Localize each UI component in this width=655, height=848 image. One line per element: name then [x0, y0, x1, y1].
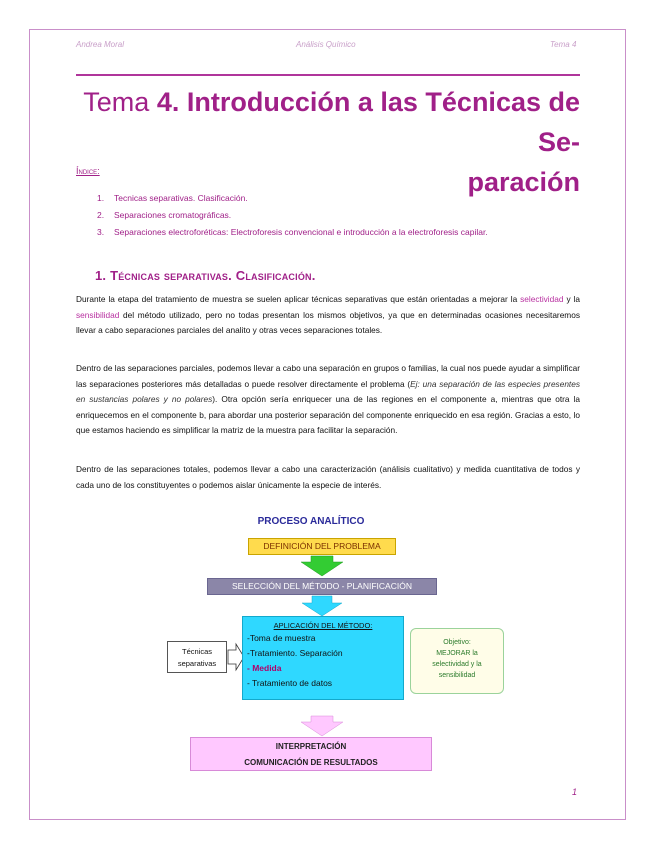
toc-number: 3. [97, 227, 105, 237]
header-author: Andrea Moral [76, 40, 125, 49]
objective-line: sensibilidad [438, 672, 476, 679]
p1-text-c: del método utilizado, pero no todas presentan los mismos objetivos, ya que en determinadas ocasiones necesitaremos llevar a cabo separaciones parciales del analito y otras veces separaciones totales. [76, 309, 580, 335]
objective-line: selectividad y la [432, 661, 482, 668]
step-seleccion: SELECCIÓN DEL MÉTODO - PLANIFICACIÓN [207, 578, 437, 595]
section-heading [95, 268, 316, 283]
aplicacion-item: -Toma de muestra [247, 633, 316, 643]
title-line1: Introducción a las Técnicas de Se- [186, 87, 580, 157]
header-subject: Análisis Químico [296, 40, 356, 49]
section-number: 1. [95, 268, 107, 283]
index-label: Índice: [76, 166, 100, 176]
title-pre: Tema [83, 87, 150, 117]
diagram-title: PROCESO ANALÍTICO [257, 516, 365, 527]
objective-line: Objetivo: [443, 639, 471, 646]
aplicacion-item: - Medida [247, 663, 282, 673]
interpretacion-line: INTERPRETACIÓN [275, 742, 347, 751]
table-of-contents [97, 190, 488, 241]
title-rule [76, 74, 580, 76]
paragraph-3: Dentro de las separaciones totales, podemos llevar a cabo una caracterización (análisis cualitativo) y medida cuantitativa de todos y cada uno de los constituyentes o podemos aislar únicamente la especie de interés. [76, 464, 580, 490]
toc-item[interactable] [97, 190, 488, 207]
objective-line: MEJORAR la [436, 650, 478, 657]
highlight-selectividad: selectividad [520, 294, 564, 304]
objective-box [410, 628, 504, 694]
highlight-sensibilidad: sensibilidad [76, 309, 120, 320]
title-number: 4. [156, 87, 180, 117]
toc-number: 1. [97, 193, 105, 203]
step-definicion: DEFINICIÓN DEL PROBLEMA [248, 538, 396, 555]
aplicacion-heading: APLICACIÓN DEL MÉTODO: [273, 621, 373, 630]
step-interpretacion [190, 737, 432, 771]
toc-text: Separaciones cromatográficas. [114, 210, 232, 220]
comunicacion-line: COMUNICACIÓN DE RESULTADOS [244, 758, 378, 767]
header-topic: Tema 4 [550, 40, 577, 49]
toc-text: Tecnicas separativas. Clasificación. [114, 193, 248, 203]
p2-text-a: Dentro de las separaciones parciales, podemos llevar a cabo una separación en grupos o familias, la cual nos puede ayudar a simplificar las separaciones posteriores más detalladas o puede resolver directamente el problema ( [76, 363, 580, 389]
paragraph-1 [76, 292, 580, 339]
aplicacion-item: -Tratamiento. Separación [247, 648, 343, 658]
tecnicas-box [167, 641, 227, 673]
toc-number: 2. [97, 210, 105, 220]
page-title [76, 82, 580, 202]
paragraph-2 [76, 361, 580, 439]
p2-text-b: ). Otra opción sería enriquecer una de las regiones en el componente a, mientras que otra la enriquecemos en el componente b, para abordar una posterior separación del componente enriquecido en esa región. Gracias a esto, lo que estamos haciendo es simplificar la matriz de la muestra para facilitar la separación. [76, 394, 580, 435]
section-title: Técnicas separativas. Clasificación. [110, 268, 316, 283]
page-number: 1 [572, 787, 578, 797]
tecnicas-line: separativas [177, 659, 217, 668]
aplicacion-item: - Tratamiento de datos [247, 678, 333, 688]
tecnicas-line: Técnicas [181, 647, 212, 656]
p1-text-b: y la [563, 294, 580, 304]
toc-text: Separaciones electroforéticas: Electroforesis convencional e introducción a la electroforesis capilar. [114, 227, 488, 237]
toc-item[interactable] [97, 207, 488, 224]
p2-example: Ej: una separación de las especies presentes en sustancias polares y no polares [76, 378, 580, 404]
step-aplicacion [242, 616, 404, 700]
toc-item[interactable] [97, 224, 488, 241]
title-line2: paración [467, 167, 580, 197]
p1-text-a: Durante la etapa del tratamiento de muestra se suelen aplicar técnicas separativas que están orientadas a mejorar la [76, 294, 521, 304]
